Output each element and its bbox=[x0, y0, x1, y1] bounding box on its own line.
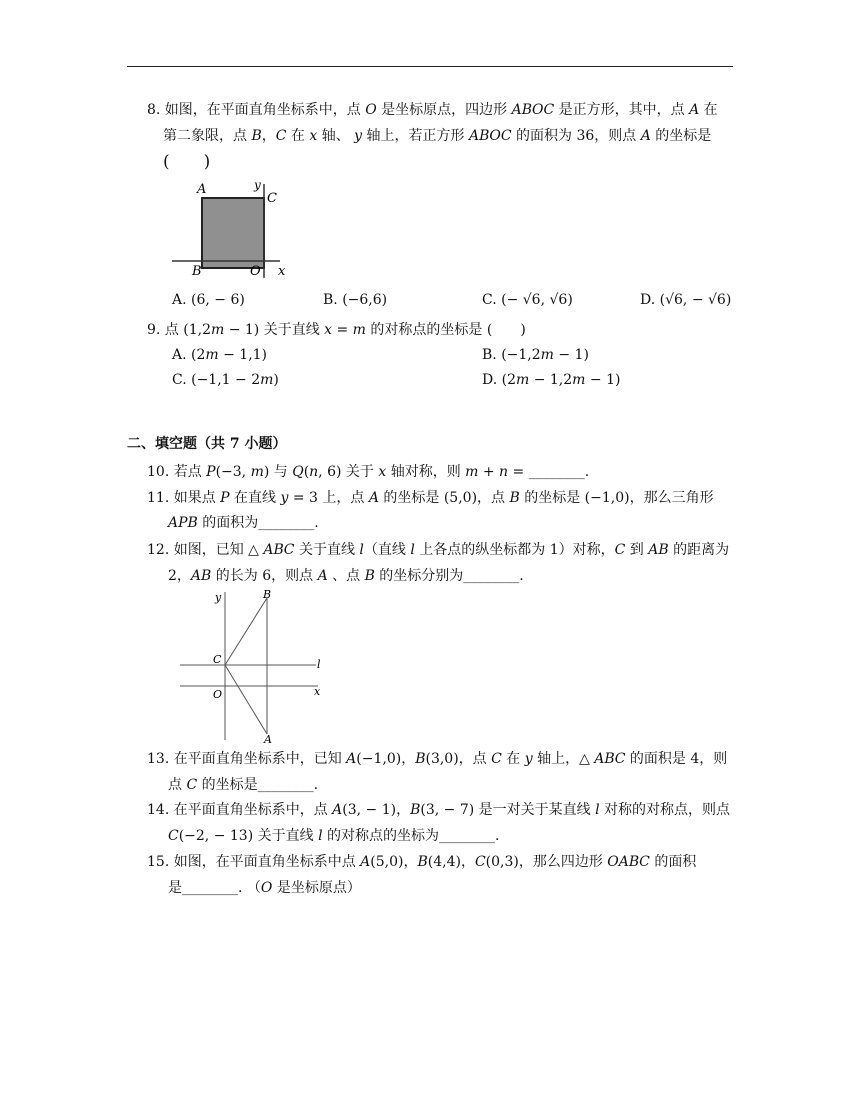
q11-line1: 11. 如果点 𝑃 在直线 𝑦 = 3 上，点 𝐴 的坐标是 (5,0)，点 𝐵 的坐标是 (−1,0)，那么三角形 bbox=[147, 490, 714, 506]
label-y: y bbox=[254, 178, 261, 192]
q8-line1: 8. 如图，在平面直角坐标系中，点 𝑂 是坐标原点，四边形 𝐴𝐵𝑂𝐶 是正方形，其中，点 𝐴 在 bbox=[147, 102, 718, 118]
q8-option-c[interactable]: C. (− √6, √6) bbox=[482, 292, 573, 308]
q14-line1: 14. 在平面直角坐标系中，点 𝐴(3, − 1)，𝐵(3, − 7) 是一对关于某直线 𝑙 对称的对称点，则点 bbox=[147, 802, 731, 818]
q10-line1: 10. 若点 𝑃(−3, 𝑚) 与 𝑄(𝑛, 6) 关于 𝑥 轴对称，则 𝑚 + 𝑛 = ________. bbox=[147, 464, 590, 480]
q9-line1: 9. 点 (1,2𝑚 − 1) 关于直线 𝑥 = 𝑚 的对称点的坐标是 ( ) bbox=[147, 322, 526, 338]
q9-option-c[interactable]: C. (−1,1 − 2𝑚) bbox=[172, 372, 279, 388]
label-c: C bbox=[267, 191, 277, 206]
q12-line1: 12. 如图，已知 △ 𝐴𝐵𝐶 关于直线 𝑙（直线 𝑙 上各点的纵坐标都为 1）对称，𝐶 到 𝐴𝐵 的距离为 bbox=[147, 542, 730, 558]
q13-line1: 13. 在平面直角坐标系中，已知 𝐴(−1,0)，𝐵(3,0)，点 𝐶 在 𝑦 轴上，△ 𝐴𝐵𝐶 的面积是 4，则 bbox=[147, 751, 728, 767]
label-b: B bbox=[192, 264, 202, 279]
q8-option-b[interactable]: B. (−6,6) bbox=[323, 292, 388, 308]
header-rule bbox=[127, 66, 733, 67]
q11-line2: 𝐴𝑃𝐵 的面积为________. bbox=[168, 515, 319, 531]
label-c: C bbox=[213, 653, 222, 666]
q12-figure bbox=[172, 588, 332, 744]
section-title: 二、填空题（共 7 小题） bbox=[127, 436, 287, 452]
q12-line2: 2，𝐴𝐵 的长为 6，则点 𝐴 、点 𝐵 的坐标分别为________. bbox=[168, 568, 524, 584]
q15-line2: 是________. （𝑂 是坐标原点） bbox=[168, 880, 361, 896]
label-o: O bbox=[250, 264, 261, 279]
q9-option-b[interactable]: B. (−1,2𝑚 − 1) bbox=[482, 347, 589, 363]
label-o: O bbox=[213, 688, 223, 701]
q13-line2: 点 𝐶 的坐标是________. bbox=[168, 777, 319, 793]
segment-cb bbox=[225, 598, 267, 665]
q9-option-a[interactable]: A. (2𝑚 − 1,1) bbox=[172, 347, 268, 363]
q8-option-d[interactable]: D. (√6, − √6) bbox=[640, 292, 732, 308]
label-a: A bbox=[264, 733, 272, 744]
q9-option-d[interactable]: D. (2𝑚 − 1,2𝑚 − 1) bbox=[482, 372, 621, 388]
label-x: x bbox=[314, 685, 321, 698]
label-b: B bbox=[263, 588, 272, 601]
q8-figure bbox=[172, 178, 304, 282]
q8-option-a[interactable]: A. (6, − 6) bbox=[172, 292, 245, 308]
label-y: y bbox=[215, 591, 222, 604]
q8-answer-paren: ( ) bbox=[163, 152, 211, 172]
label-x: x bbox=[278, 264, 286, 279]
q15-line1: 15. 如图，在平面直角坐标系中点 𝐴(5,0)，𝐵(4,4)，𝐶(0,3)，那么四边形 𝑂𝐴𝐵𝐶 的面积 bbox=[147, 854, 697, 870]
segment-ca bbox=[225, 665, 267, 734]
q8-line2: 第二象限，点 𝐵，𝐶 在 𝑥 轴、 𝑦 轴上，若正方形 𝐴𝐵𝑂𝐶 的面积为 36，则点 𝐴 的坐标是 bbox=[163, 128, 712, 144]
label-l: l bbox=[317, 658, 321, 671]
q14-line2: 𝐶(−2, − 13) 关于直线 𝑙 的对称点的坐标为________. bbox=[168, 828, 500, 844]
square-abc bbox=[202, 198, 264, 268]
label-a: A bbox=[197, 182, 207, 197]
